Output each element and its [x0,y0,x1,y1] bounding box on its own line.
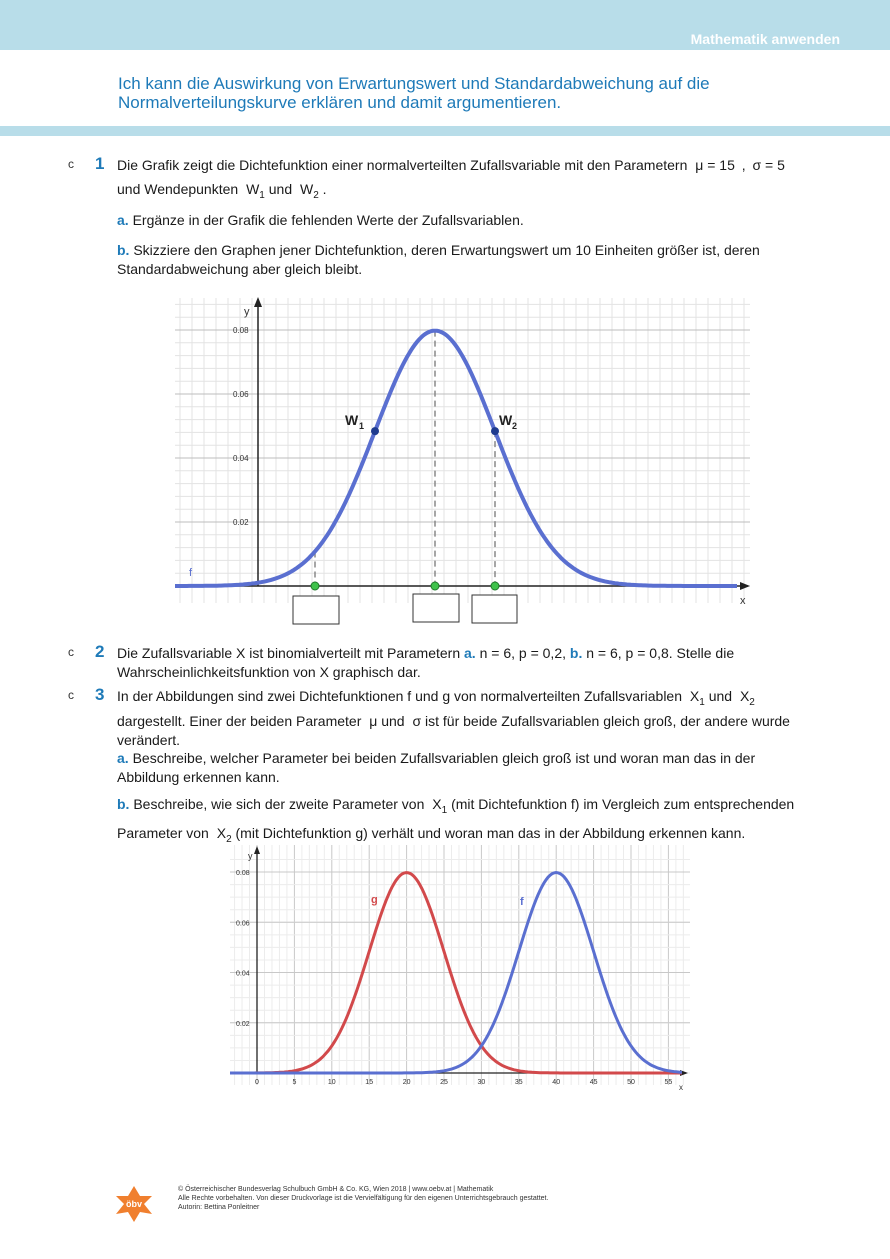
task1-a: a. Ergänze in der Grafik die fehlenden Werte der Zufallsvariablen. [117,212,524,228]
x-axis-label: x [740,595,746,607]
x-tick-label: 25 [440,1079,448,1086]
y-tick-label: 0.06 [233,390,249,399]
y-tick-label: 0.04 [236,970,250,978]
y-tick-label: 0.06 [236,920,250,928]
x-tick-label: 10 [327,1079,336,1086]
point-label-sub: 2 [512,421,518,432]
y-axis-label: y [248,851,253,861]
chart-2 [230,843,700,1093]
separator-band [0,126,890,136]
y-tick-label: 0.02 [236,1020,250,1028]
task1-b: b. Skizziere den Graphen jener Dichtefunktion, deren Erwartungswert um 10 Einheiten größer ist, deren Standardabweichung aber gleich bleibt. [117,242,760,277]
x-axis-label: x [679,1083,683,1092]
y-tick-label: 0.04 [233,454,249,463]
x-tick-label: 40 [552,1079,561,1086]
x-marker-point [431,582,439,590]
x-tick-label: 20 [402,1079,411,1086]
logo-text: öbv [125,1199,143,1209]
section-title: Mathematik anwenden [690,31,840,47]
answer-box [472,595,517,623]
curve-label-f: f [189,567,193,579]
x-axis-arrow [740,582,750,590]
curve-label-f: f [520,896,524,908]
task1-level: c [68,157,74,171]
oebv-logo [114,1184,154,1224]
y-axis-label: y [244,306,250,318]
answer-box [413,594,459,622]
x-tick-label: 0 [255,1079,259,1086]
x-tick-label: 15 [365,1079,374,1086]
curve-label-g: g [371,894,378,906]
point-label: W [345,412,359,429]
x-tick-label: 30 [477,1079,486,1086]
inflection-point [371,427,379,435]
x-tick-label: 35 [514,1079,523,1086]
task3-number: 3 [95,685,105,704]
task3-text: In der Abbildungen sind zwei Dichtefunktionen f und g von normalverteilten Zufallsvariablen $X_1$ und $X_2$ dargestellt. Einer der beiden Parameter μ und σ ist für beide Zufallsvariablen gleich groß, der andere wurde verändert. [117,688,790,748]
task1-text: Die Grafik zeigt die Dichtefunktion einer normalverteilten Zufallsvariable mit den Parametern μ = 15 , σ = 5 [117,157,785,173]
x-tick-label: 5 [292,1079,297,1086]
footer [178,1185,548,1212]
y-tick-label: 0.02 [233,518,249,527]
y-axis-arrow [254,846,260,854]
learning-goal-line2: Normalverteilungskurve erklären und damit argumentieren. [118,93,562,112]
learning-goal-line1: Ich kann die Auswirkung von Erwartungswert und Standardabweichung auf die [118,74,710,93]
x-tick-label: 55 [664,1079,673,1086]
x-marker-point [311,582,319,590]
point-label-sub: 1 [359,421,365,432]
inflection-point [491,427,499,435]
task3-a: a. Beschreibe, welcher Parameter bei beiden Zufallsvariablen gleich groß ist und woran man das in der Abbildung erkennen kann. [117,750,756,785]
footer-author: Autorin: Bettina Ponleitner [178,1204,260,1211]
task2-level: c [68,645,74,659]
y-axis-arrow [254,297,262,307]
task1-text2: und Wendepunkten $W_1$ und $W_2$ . [117,181,327,201]
x-tick-label: 50 [627,1079,635,1086]
learning-goal [118,74,818,112]
task3-level: c [68,688,74,702]
x-tick-label: 45 [589,1079,598,1086]
task2-text: Die Zufallsvariable X ist binomialverteilt mit Parametern a. n = 6, p = 0,2, b. n = 6, p = 0,8. Stelle die Wahrscheinlichkeitsfunktion von X graphisch dar. [117,645,735,680]
y-tick-label: 0.08 [233,326,249,335]
chart-1 [175,293,760,633]
point-label: W [499,412,513,429]
footer-copyright: © Österreichischer Bundesverlag Schulbuch GmbH & Co. KG, Wien 2018 | www.oebv.at | Mathematik [178,1186,494,1193]
answer-box [293,596,339,624]
task3-b: b. Beschreibe, wie sich der zweite Parameter von $X_1$ (mit Dichtefunktion f) im Vergleich zum entsprechenden Parameter von $X_2$ (mit Dichtefunktion g) verhält und woran man das in der Abbildung erkennen kann. [117,796,795,845]
x-marker-point [491,582,499,590]
task2-number: 2 [95,642,105,661]
y-tick-label: 0.08 [236,870,250,877]
task1-number: 1 [95,154,105,173]
footer-rights: Alle Rechte vorbehalten. Von dieser Druckvorlage ist die Vervielfältigung für den eigenen Unterrichtsgebrauch gestattet. [178,1195,549,1202]
